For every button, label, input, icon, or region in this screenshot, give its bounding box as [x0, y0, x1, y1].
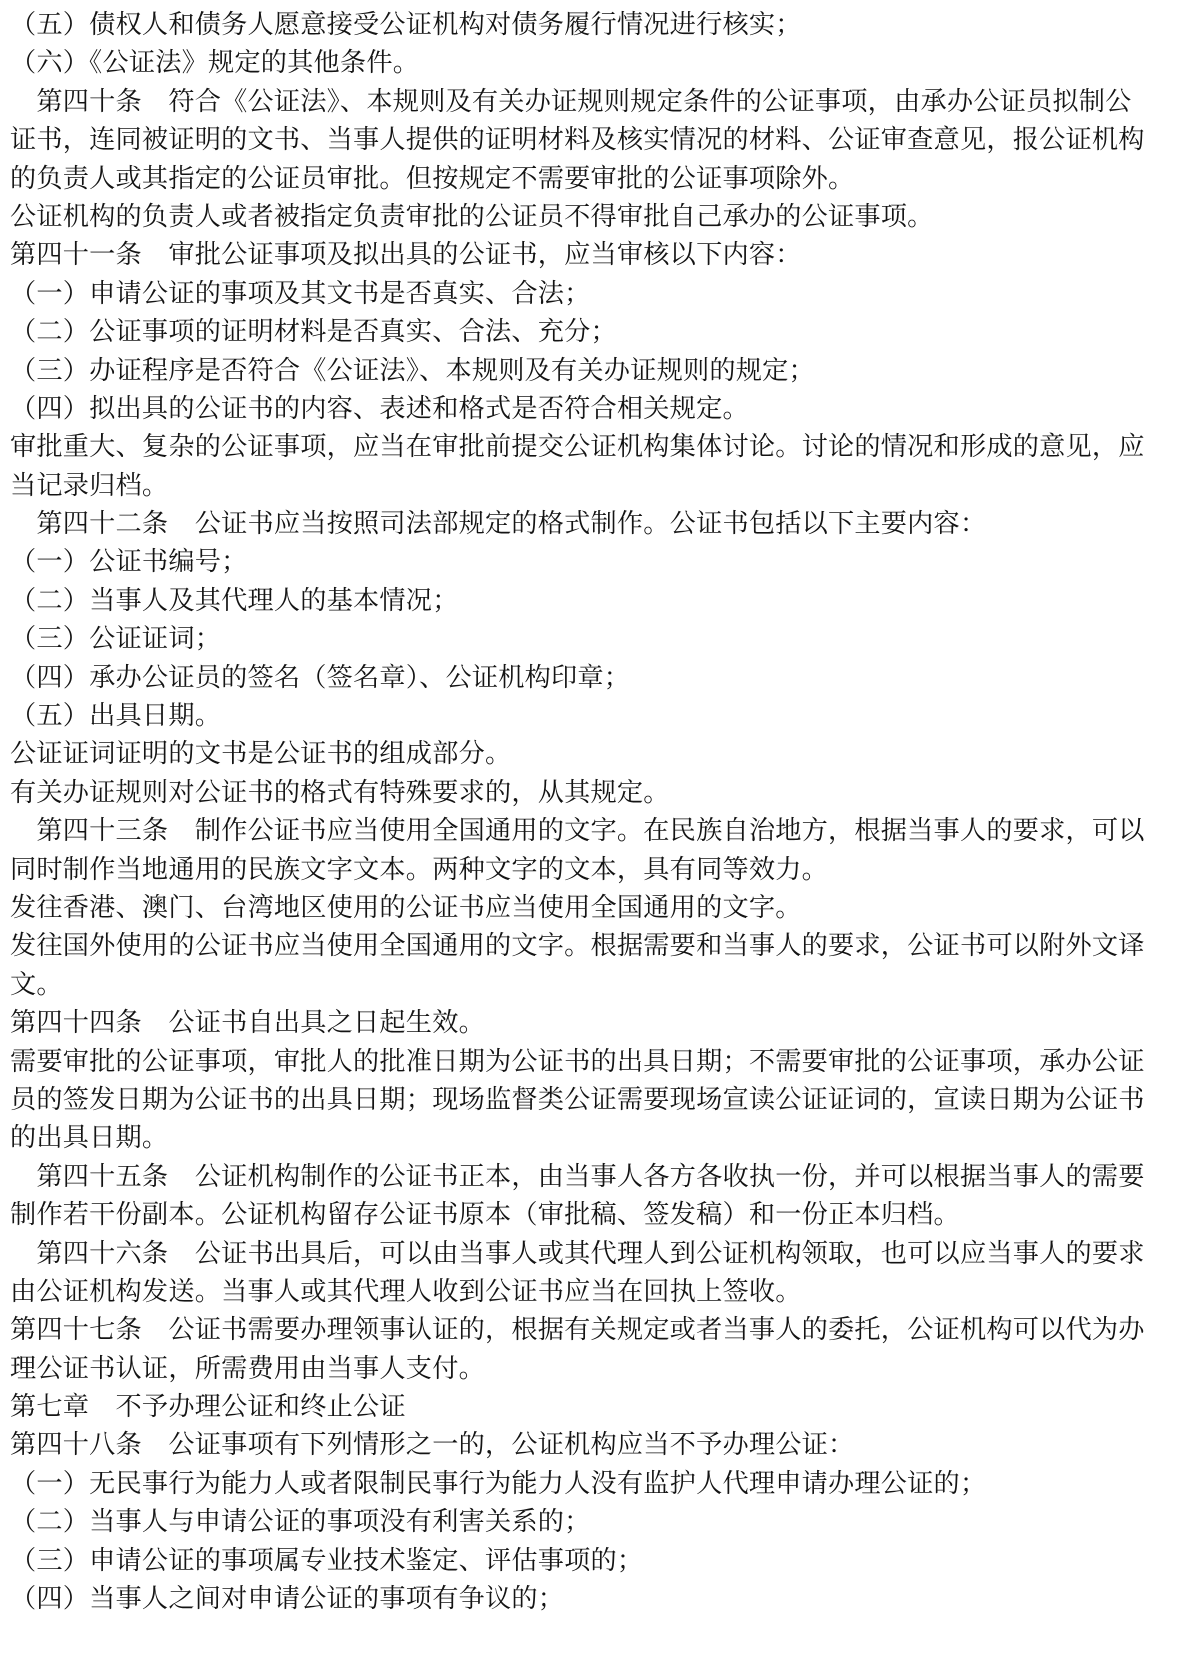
text-line: （五）出具日期。 [10, 701, 222, 732]
text-line: （五）债权人和债务人愿意接受公证机构对债务履行情况进行核实； [10, 10, 802, 40]
text-line: 理公证书认证，所需费用由当事人支付。 [10, 1353, 485, 1384]
text-line: 第四十三条 制作公证书应当使用全国通用的文字。在民族自治地方，根据当事人的要求，可以 [10, 816, 1145, 847]
text-line: （四）拟出具的公证书的内容、表述和格式是否符合相关规定。 [10, 393, 749, 424]
text-line: 审批重大、复杂的公证事项，应当在审批前提交公证机构集体讨论。讨论的情况和形成的意见，应 [10, 432, 1145, 463]
text-line: （三）办证程序是否符合《公证法》、本规则及有关办证规则的规定； [10, 355, 815, 386]
text-line: （三）公证证词； [10, 624, 222, 655]
text-line: 证书，连同被证明的文书、当事人提供的证明材料及核实情况的材料、公证审查意见，报公证机构 [10, 125, 1145, 156]
text-line: 公证机构的负责人或者被指定负责审批的公证员不得审批自己承办的公证事项。 [10, 201, 934, 232]
text-line: （三）申请公证的事项属专业技术鉴定、评估事项的； [10, 1545, 644, 1576]
text-line: 有关办证规则对公证书的格式有特殊要求的，从其规定。 [10, 777, 670, 808]
text-line: （二）当事人与申请公证的事项没有利害关系的； [10, 1507, 591, 1538]
text-line: 第四十六条 公证书出具后，可以由当事人或其代理人到公证机构领取，也可以应当事人的要求 [10, 1238, 1145, 1269]
text-line: 第四十二条 公证书应当按照司法部规定的格式制作。公证书包括以下主要内容： [10, 509, 987, 540]
text-line: （二）当事人及其代理人的基本情况； [10, 585, 459, 616]
text-line: 公证证词证明的文书是公证书的组成部分。 [10, 739, 512, 770]
text-line: 第四十四条 公证书自出具之日起生效。 [10, 1008, 485, 1039]
text-line: 员的签发日期为公证书的出具日期；现场监督类公证需要现场宣读公证证词的，宣读日期为公证书 [10, 1084, 1145, 1115]
text-line: （一）无民事行为能力人或者限制民事行为能力人没有监护人代理申请办理公证的； [10, 1468, 987, 1499]
text-line: 由公证机构发送。当事人或其代理人收到公证书应当在回执上签收。 [10, 1276, 802, 1307]
text-line: 第四十条 符合《公证法》、本规则及有关办证规则规定条件的公证事项，由承办公证员拟制公 [10, 86, 1132, 117]
text-line: 的出具日期。 [10, 1123, 169, 1154]
text-line: 第四十五条 公证机构制作的公证书正本，由当事人各方各收执一份，并可以根据当事人的需要 [10, 1161, 1145, 1192]
text-line: 第四十八条 公证事项有下列情形之一的，公证机构应当不予办理公证： [10, 1430, 855, 1461]
text-line: 第四十七条 公证书需要办理领事认证的，根据有关规定或者当事人的委托，公证机构可以代为办 [10, 1315, 1145, 1346]
text-line: （四）承办公证员的签名（签名章）、公证机构印章； [10, 662, 631, 693]
text-line: （二）公证事项的证明材料是否真实、合法、充分； [10, 317, 617, 348]
text-line: 当记录归档。 [10, 470, 169, 501]
chapter-heading: 第七章 不予办理公证和终止公证 [10, 1392, 406, 1423]
text-line: 发往国外使用的公证书应当使用全国通用的文字。根据需要和当事人的要求，公证书可以附外文译 [10, 931, 1145, 962]
text-line: 文。 [10, 969, 63, 1000]
text-line: 需要审批的公证事项，审批人的批准日期为公证书的出具日期；不需要审批的公证事项，承办公证 [10, 1046, 1145, 1077]
text-line: 的负责人或其指定的公证员审批。但按规定不需要审批的公证事项除外。 [10, 163, 855, 194]
text-line: （一）公证书编号； [10, 547, 248, 578]
text-line: 制作若干份副本。公证机构留存公证书原本（审批稿、签发稿）和一份正本归档。 [10, 1200, 960, 1231]
text-line: 同时制作当地通用的民族文字文本。两种文字的文本，具有同等效力。 [10, 854, 829, 885]
text-line: （六）《公证法》规定的其他条件。 [10, 48, 420, 79]
document-page [10, 6, 1192, 1618]
text-line: （四）当事人之间对申请公证的事项有争议的； [10, 1584, 565, 1615]
text-line: 发往香港、澳门、台湾地区使用的公证书应当使用全国通用的文字。 [10, 892, 802, 923]
text-line: 第四十一条 审批公证事项及拟出具的公证书，应当审核以下内容： [10, 240, 802, 271]
text-line: （一）申请公证的事项及其文书是否真实、合法； [10, 278, 591, 309]
